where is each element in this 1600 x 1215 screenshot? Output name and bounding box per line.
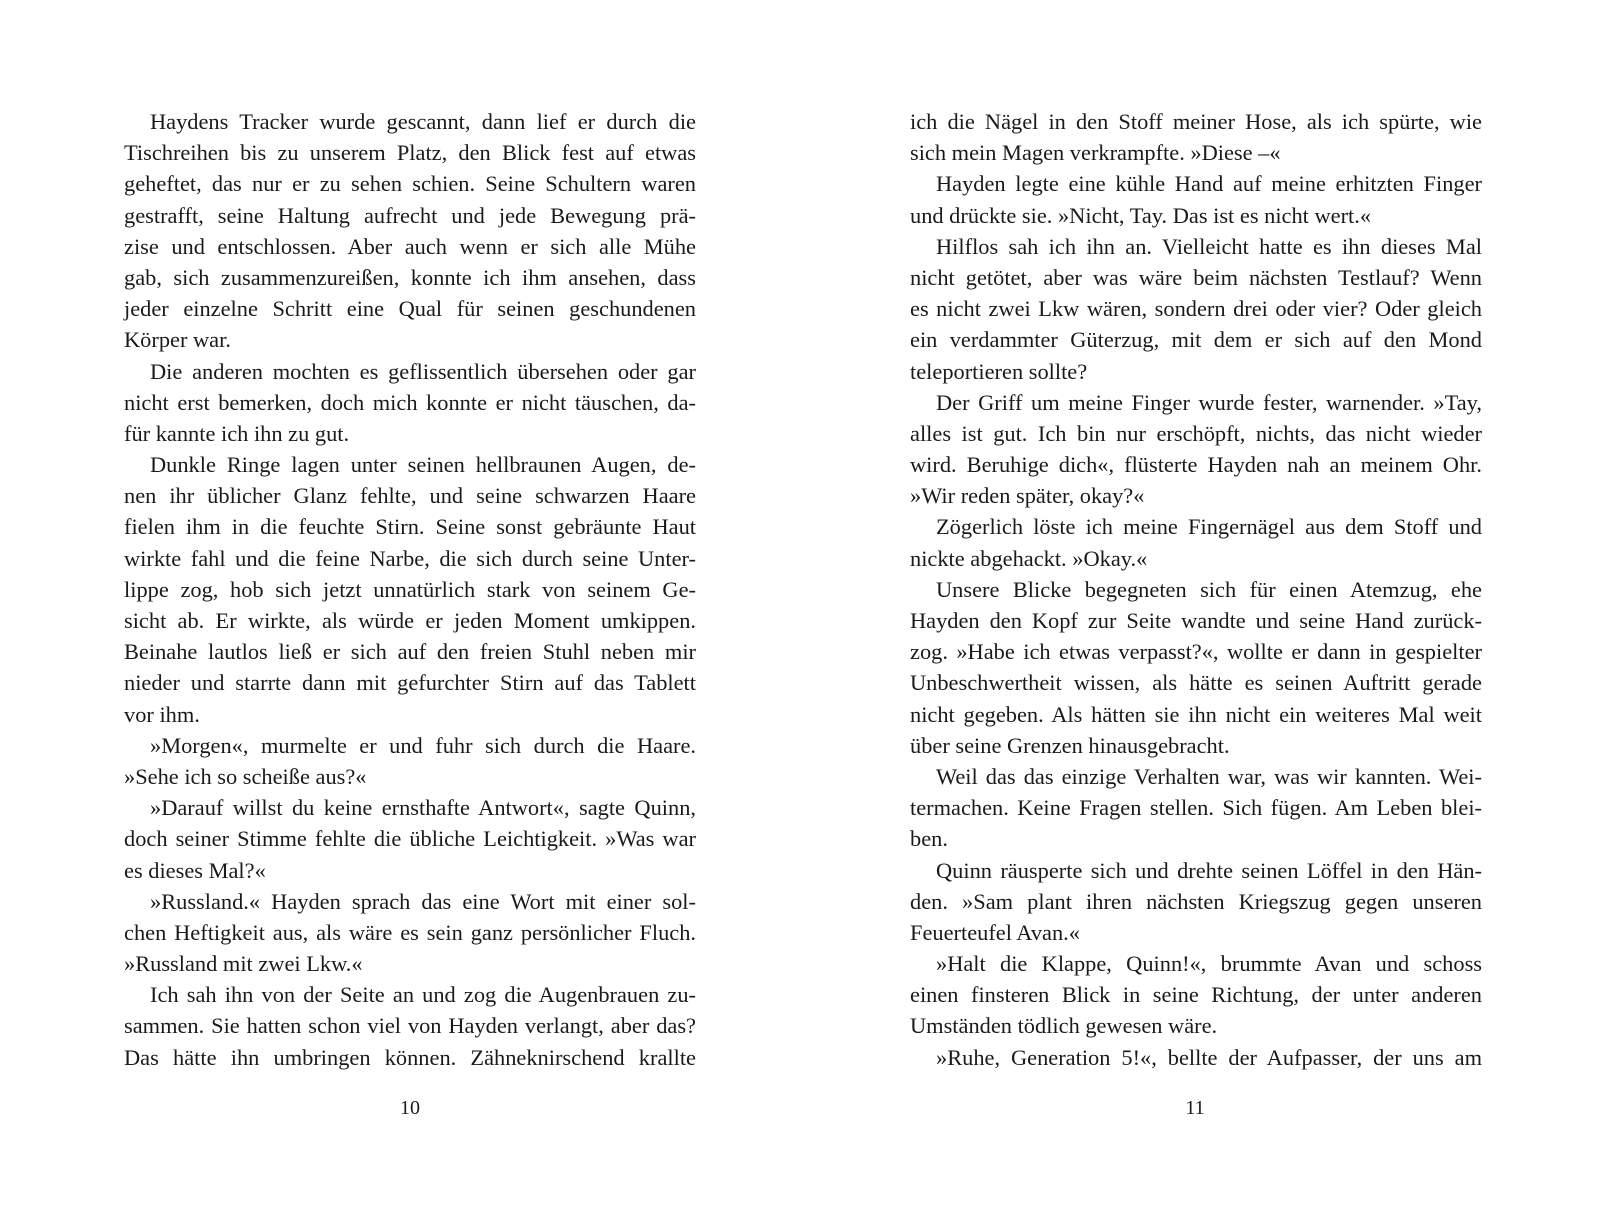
- text-line: »Sehe ich so scheiße aus?«: [124, 763, 367, 789]
- text-line: jeder einzelne Schritt eine Qual für seinen geschundenen: [124, 296, 696, 322]
- text-line: nicht getötet, aber was wäre beim nächsten Testlauf? Wenn: [910, 264, 1482, 290]
- right-page-number: 11: [1185, 1097, 1205, 1119]
- text-line: nicht gegeben. Als hätten sie ihn nicht ein weiteres Mal weit: [910, 701, 1482, 727]
- text-line: Der Griff um meine Finger wurde fester, warnender. »Tay,: [936, 389, 1482, 415]
- text-line: »Morgen«, murmelte er und fuhr sich durch die Haare.: [150, 732, 696, 758]
- text-line: Unsere Blicke begegneten sich für einen Atemzug, ehe: [936, 576, 1482, 602]
- text-line: über seine Grenzen hinausgebracht.: [910, 732, 1230, 758]
- text-line: sicht ab. Er wirkte, als würde er jeden Moment umkippen.: [124, 608, 696, 633]
- text-line: Dunkle Ringe lagen unter seinen hellbraunen Augen, de-: [150, 452, 696, 478]
- left-page-text: [124, 106, 696, 1073]
- text-line: »Halt die Klappe, Quinn!«, brummte Avan und schoss: [936, 951, 1482, 977]
- text-line: gestrafft, seine Haltung aufrecht und jede Bewegung prä-: [124, 202, 696, 228]
- text-line: einen finsteren Blick in seine Richtung, der unter anderen: [910, 982, 1482, 1008]
- text-line: es dieses Mal?«: [124, 857, 266, 883]
- text-line: Ich sah ihn von der Seite an und zog die Augenbrauen zu-: [150, 982, 696, 1008]
- text-line: doch seiner Stimme fehlte die übliche Leichtigkeit. »Was war: [124, 826, 696, 852]
- text-line: es nicht zwei Lkw wären, sondern drei oder vier? Oder gleich: [910, 296, 1482, 322]
- text-line: zise und entschlossen. Aber auch wenn er sich alle Mühe: [124, 233, 696, 259]
- text-line: Feuerteufel Avan.«: [910, 919, 1080, 945]
- text-line: Quinn räusperte sich und drehte seinen Löffel in den Hän-: [936, 857, 1482, 883]
- text-line: ben.: [910, 826, 948, 852]
- text-line: »Ruhe, Generation 5!«, bellte der Aufpasser, der uns am: [936, 1044, 1482, 1070]
- text-line: zog. »Habe ich etwas verpasst?«, wollte er dann in gespielter: [910, 639, 1482, 665]
- text-line: nieder und starrte dann mit gefurchter Stirn auf das Tablett: [124, 670, 696, 696]
- text-line: vor ihm.: [124, 701, 200, 727]
- text-line: alles ist gut. Ich bin nur erschöpft, nichts, das nicht wieder: [910, 420, 1482, 446]
- text-line: termachen. Keine Fragen stellen. Sich fügen. Am Leben blei-: [910, 795, 1482, 821]
- text-line: ein verdammter Güterzug, mit dem er sich auf den Mond: [910, 327, 1482, 353]
- text-line: »Russland.« Hayden sprach das eine Wort mit einer sol-: [150, 888, 696, 914]
- text-line: chen Heftigkeit aus, als wäre es sein ganz persönlicher Fluch.: [124, 919, 696, 945]
- right-page: [800, 0, 1600, 1215]
- text-line: nen ihr üblicher Glanz fehlte, und seine schwarzen Haare: [124, 483, 696, 509]
- text-line: Tischreihen bis zu unserem Platz, den Blick fest auf etwas: [124, 140, 696, 166]
- text-line: Umständen tödlich gewesen wäre.: [910, 1013, 1218, 1039]
- left-page-number: 10: [400, 1097, 420, 1119]
- text-line: den. »Sam plant ihren nächsten Kriegszug gegen unseren: [910, 888, 1482, 914]
- text-line: nickte abgehackt. »Okay.«: [910, 545, 1148, 571]
- text-line: sich mein Magen verkrampfte. »Diese –«: [910, 140, 1281, 166]
- text-line: sammen. Sie hatten schon viel von Hayden verlangt, aber das?: [124, 1013, 696, 1039]
- text-line: gab, sich zusammenzureißen, konnte ich ihm ansehen, dass: [124, 264, 696, 290]
- text-line: »Darauf willst du keine ernsthafte Antwort«, sagte Quinn,: [150, 795, 696, 821]
- text-line: ich die Nägel in den Stoff meiner Hose, als ich spürte, wie: [910, 109, 1482, 134]
- text-line: Körper war.: [124, 327, 231, 353]
- text-line: Unbeschwertheit wissen, als hätte es seinen Auftritt gerade: [910, 670, 1482, 696]
- text-line: für kannte ich ihn zu gut.: [124, 420, 350, 446]
- text-line: und drückte sie. »Nicht, Tay. Das ist es nicht wert.«: [910, 202, 1372, 228]
- text-line: »Wir reden später, okay?«: [910, 483, 1145, 509]
- text-line: fielen ihm in die feuchte Stirn. Seine sonst gebräunte Haut: [124, 514, 696, 540]
- text-line: Das hätte ihn umbringen können. Zähneknirschend krallte: [124, 1044, 696, 1070]
- text-line: »Russland mit zwei Lkw.«: [124, 951, 363, 977]
- text-line: Hayden legte eine kühle Hand auf meine erhitzten Finger: [936, 171, 1482, 197]
- right-page-text: [910, 106, 1482, 1073]
- text-line: wirkte fahl und die feine Narbe, die sich durch seine Unter-: [124, 545, 696, 571]
- text-line: nicht erst bemerken, doch mich konnte er nicht täuschen, da-: [124, 389, 696, 415]
- text-line: teleportieren sollte?: [910, 358, 1088, 384]
- text-line: geheftet, das nur er zu sehen schien. Seine Schultern waren: [124, 171, 696, 197]
- text-line: Haydens Tracker wurde gescannt, dann lief er durch die: [150, 109, 696, 134]
- text-line: Die anderen mochten es geflissentlich übersehen oder gar: [150, 358, 696, 384]
- text-line: Hilflos sah ich ihn an. Vielleicht hatte es ihn dieses Mal: [936, 233, 1482, 259]
- text-line: wird. Beruhige dich«, flüsterte Hayden nah an meinem Ohr.: [910, 452, 1482, 478]
- text-line: Beinahe lautlos ließ er sich auf den freien Stuhl neben mir: [124, 639, 696, 665]
- text-line: Weil das das einzige Verhalten war, was wir kannten. Wei-: [936, 763, 1482, 789]
- text-line: Hayden den Kopf zur Seite wandte und seine Hand zurück-: [910, 608, 1482, 633]
- text-line: lippe zog, hob sich jetzt unnatürlich stark von seinem Ge-: [124, 576, 696, 602]
- text-line: Zögerlich löste ich meine Fingernägel aus dem Stoff und: [936, 514, 1482, 540]
